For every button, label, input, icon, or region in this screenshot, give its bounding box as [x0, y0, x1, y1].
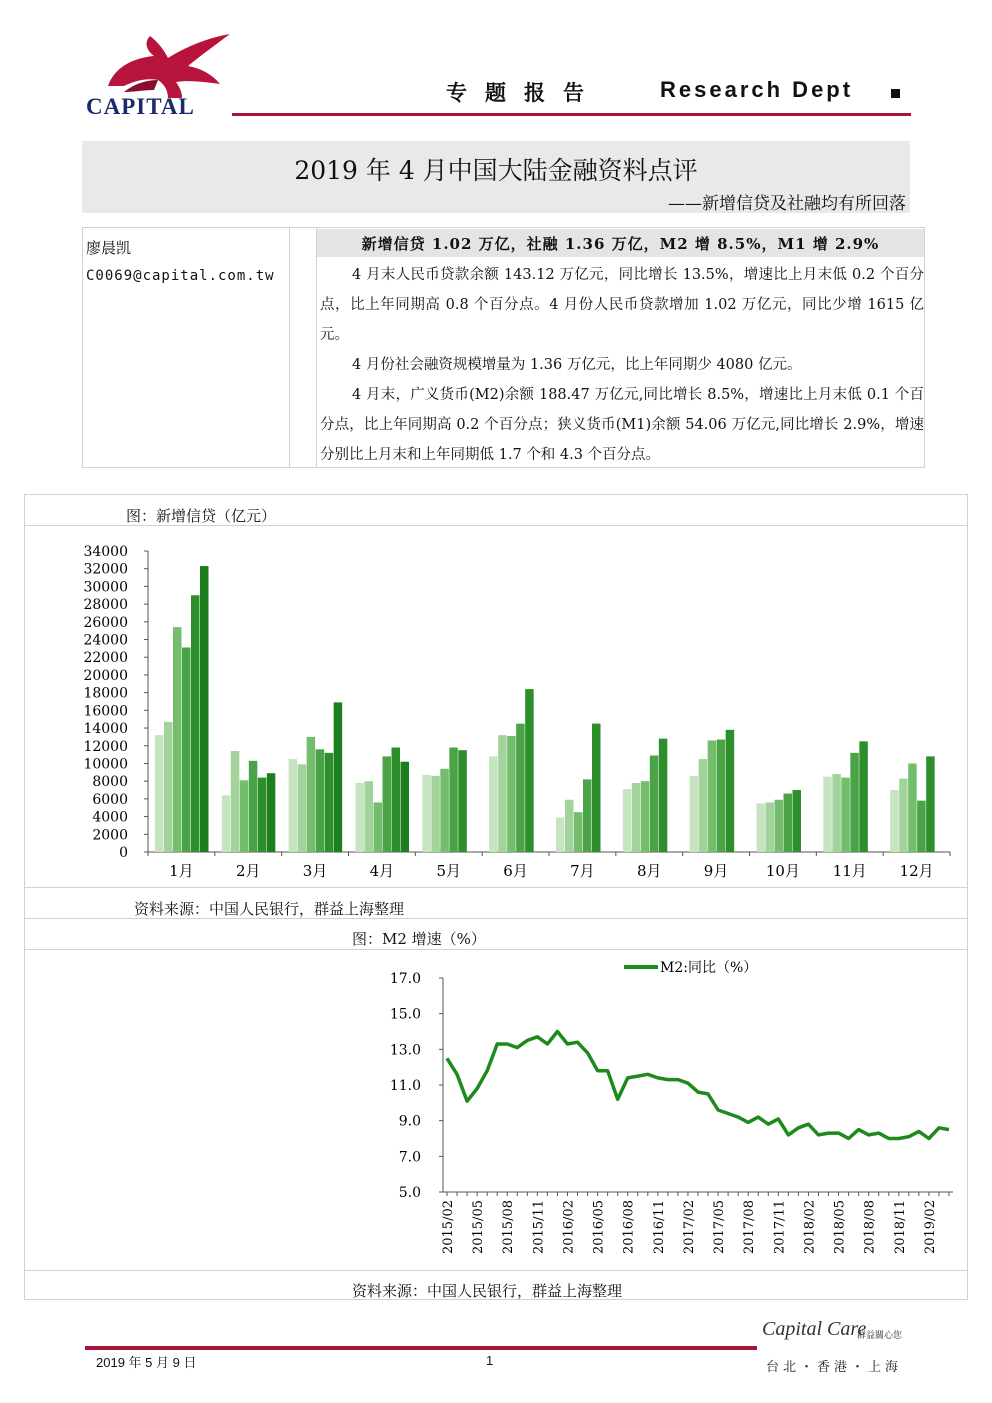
bar	[623, 789, 632, 852]
bar	[422, 775, 431, 852]
x-tick-label: 2017/08	[742, 1200, 758, 1255]
bar	[249, 761, 257, 852]
x-tick-label: 2016/05	[591, 1200, 607, 1255]
bar	[659, 739, 668, 852]
author-email: C0069@capital.com.tw	[86, 268, 275, 284]
bar	[926, 756, 935, 852]
y-tick-label: 4000	[92, 809, 128, 826]
y-tick-label: 34000	[83, 544, 128, 560]
y-tick-label: 13.0	[389, 1042, 421, 1059]
bar	[766, 802, 775, 852]
x-tick-label: 2016/02	[561, 1200, 577, 1255]
bar	[231, 751, 240, 852]
y-tick-label: 6000	[92, 791, 128, 808]
header-square-mark	[891, 89, 900, 98]
y-tick-label: 32000	[83, 561, 128, 578]
bar	[890, 790, 899, 852]
x-tick-label: 11月	[832, 862, 867, 880]
x-tick-label: 4月	[369, 862, 395, 880]
bar	[307, 737, 316, 852]
y-tick-label: 12000	[83, 738, 128, 755]
chart1-footer-rule	[24, 887, 968, 888]
bar	[498, 735, 507, 852]
bar	[200, 566, 209, 852]
y-tick-label: 8000	[92, 774, 128, 791]
bar	[191, 595, 200, 852]
bar	[383, 756, 392, 852]
bar	[356, 783, 365, 852]
bar	[899, 779, 908, 852]
table-divider	[316, 227, 317, 468]
bar	[650, 756, 659, 852]
bar	[516, 724, 525, 852]
y-tick-label: 9.0	[398, 1113, 421, 1130]
bar	[565, 800, 574, 852]
summary-paragraph: 4 月份社会融资规模增量为 1.36 万亿元，比上年同期少 4080 亿元。	[352, 357, 802, 373]
x-tick-label: 2015/05	[471, 1200, 487, 1255]
x-tick-label: 2018/02	[802, 1200, 818, 1255]
bar	[316, 749, 325, 852]
bar	[222, 795, 231, 852]
y-tick-label: 14000	[83, 721, 128, 738]
x-tick-label: 12月	[899, 862, 934, 880]
x-tick-label: 8月	[636, 862, 662, 880]
x-tick-label: 9月	[703, 862, 729, 880]
x-tick-label: 2018/08	[862, 1200, 878, 1255]
summary-highlight: 新增信贷 1.02 万亿，社融 1.36 万亿，M2 增 8.5%，M1 增 2.9%	[361, 235, 880, 253]
bar	[440, 769, 449, 852]
bar	[525, 689, 534, 852]
bar	[793, 790, 802, 852]
bar	[365, 781, 374, 852]
summary-paragraph: 4 月末，广义货币(M2)余额 188.47 万亿元,同比增长 8.5%，增速比上月末低 0.1 个百分点，比上年同期高 0.2 个百分点；狭义货币(M1)余额 54.06 万亿元,同比增长 2.9%，增速分别比上月末和上年同期低 1.7 个和 4.3 个百分点。	[320, 387, 924, 463]
bar	[784, 794, 793, 852]
x-tick-label: 10月	[765, 862, 800, 880]
x-tick-label: 1月	[169, 862, 194, 880]
chart2-footer-rule	[24, 1270, 968, 1271]
y-tick-label: 30000	[83, 579, 128, 596]
bar	[507, 736, 515, 852]
x-tick-label: 2017/02	[681, 1200, 697, 1255]
bar	[841, 778, 850, 852]
y-tick-label: 20000	[83, 667, 128, 684]
y-tick-label: 7.0	[398, 1149, 421, 1166]
y-tick-label: 5.0	[398, 1185, 421, 1201]
header-dept: Research Dept	[660, 77, 854, 102]
bar	[155, 735, 164, 852]
bar	[374, 802, 383, 852]
new-loans-bar-chart	[24, 527, 968, 887]
x-tick-label: 2015/02	[441, 1200, 456, 1255]
table-divider	[289, 227, 290, 468]
header-report-type: 专题报告	[446, 80, 602, 105]
bar	[717, 740, 726, 852]
y-tick-label: 16000	[83, 703, 128, 720]
bar	[574, 812, 583, 852]
x-tick-label: 5月	[436, 862, 462, 880]
x-tick-label: 2016/11	[651, 1200, 667, 1255]
bar	[641, 781, 650, 852]
y-tick-label: 17.0	[389, 971, 421, 987]
y-tick-label: 26000	[83, 614, 128, 631]
y-tick-label: 2000	[92, 827, 128, 844]
y-tick-label: 11.0	[389, 1078, 421, 1094]
footer-date: 2019 年 5 月 9 日	[96, 1355, 197, 1370]
footer-cities: 台北・香港・上海	[766, 1360, 903, 1375]
x-tick-label: 2019/02	[922, 1200, 938, 1255]
logo-wordmark: CAPITAL	[86, 94, 195, 119]
bar	[458, 750, 467, 852]
bar	[489, 756, 498, 852]
bar	[392, 748, 401, 852]
header-rule	[232, 113, 911, 116]
footer-brand: Capital Care	[762, 1318, 867, 1340]
x-tick-label: 2017/11	[772, 1200, 788, 1255]
bar	[823, 777, 832, 852]
bar	[583, 779, 592, 852]
bar	[173, 627, 182, 852]
bar	[832, 774, 841, 852]
bar	[708, 740, 717, 852]
x-tick-label: 2月	[235, 862, 261, 880]
y-tick-label: 22000	[83, 650, 128, 667]
x-tick-label: 2015/08	[501, 1200, 517, 1255]
page-number: 1	[486, 1353, 494, 1368]
bar	[164, 722, 173, 852]
bar	[917, 801, 926, 852]
bar	[850, 753, 859, 852]
bar	[859, 741, 868, 852]
bar	[449, 748, 458, 852]
report-title: 2019 年 4 月中国大陆金融资料点评	[294, 156, 698, 185]
x-tick-label: 2015/11	[531, 1200, 547, 1255]
chart1-source: 资料来源：中国人民银行，群益上海整理	[134, 900, 405, 918]
bar	[298, 764, 307, 852]
bar	[726, 730, 735, 852]
x-tick-label: 2017/05	[712, 1200, 728, 1255]
bar	[182, 647, 191, 852]
bar	[431, 776, 440, 852]
bar	[240, 780, 249, 852]
report-subtitle: ——新增信贷及社融均有所回落	[668, 194, 906, 214]
y-tick-label: 24000	[83, 632, 128, 649]
bar	[258, 778, 267, 852]
bar	[699, 759, 708, 852]
legend-label: M2:同比（%）	[660, 960, 758, 976]
bar	[908, 763, 917, 852]
footer-rule	[85, 1346, 757, 1350]
y-tick-label: 10000	[83, 756, 128, 773]
x-tick-label: 2018/05	[832, 1200, 848, 1255]
bar	[690, 776, 699, 852]
x-tick-label: 2018/11	[892, 1200, 908, 1255]
author-name: 廖晨凯	[86, 239, 132, 257]
chart1-title: 图：新增信贷（亿元）	[126, 507, 277, 525]
x-tick-label: 3月	[302, 862, 328, 880]
bar	[775, 800, 784, 852]
y-tick-label: 18000	[83, 685, 128, 702]
x-tick-label: 7月	[570, 862, 595, 880]
bar	[401, 762, 410, 852]
y-tick-label: 0	[119, 845, 128, 861]
bar	[334, 702, 343, 852]
bar	[632, 783, 641, 852]
bar	[556, 817, 565, 852]
m2-series-line	[447, 1032, 949, 1139]
bar	[757, 803, 766, 852]
bar	[289, 759, 298, 852]
bar	[325, 753, 334, 852]
chart2-source: 资料来源：中国人民银行，群益上海整理	[352, 1282, 623, 1300]
bar	[267, 773, 276, 852]
m2-growth-line-chart	[24, 950, 968, 1270]
x-tick-label: 2016/08	[621, 1200, 637, 1255]
bar	[592, 724, 601, 852]
y-tick-label: 28000	[83, 597, 128, 614]
chart2-title: 图：M2 增速（%）	[352, 930, 486, 948]
footer-brand-cn: 群益關心您	[857, 1331, 903, 1341]
y-tick-label: 15.0	[389, 1006, 421, 1023]
x-tick-label: 6月	[503, 862, 528, 880]
summary-paragraph: 4 月末人民币贷款余额 143.12 万亿元，同比增长 13.5%，增速比上月末低 0.2 个百分点，比上年同期高 0.8 个百分点。4 月份人民币贷款增加 1.02 万亿元，同比少增 1615 亿元。	[320, 267, 924, 343]
